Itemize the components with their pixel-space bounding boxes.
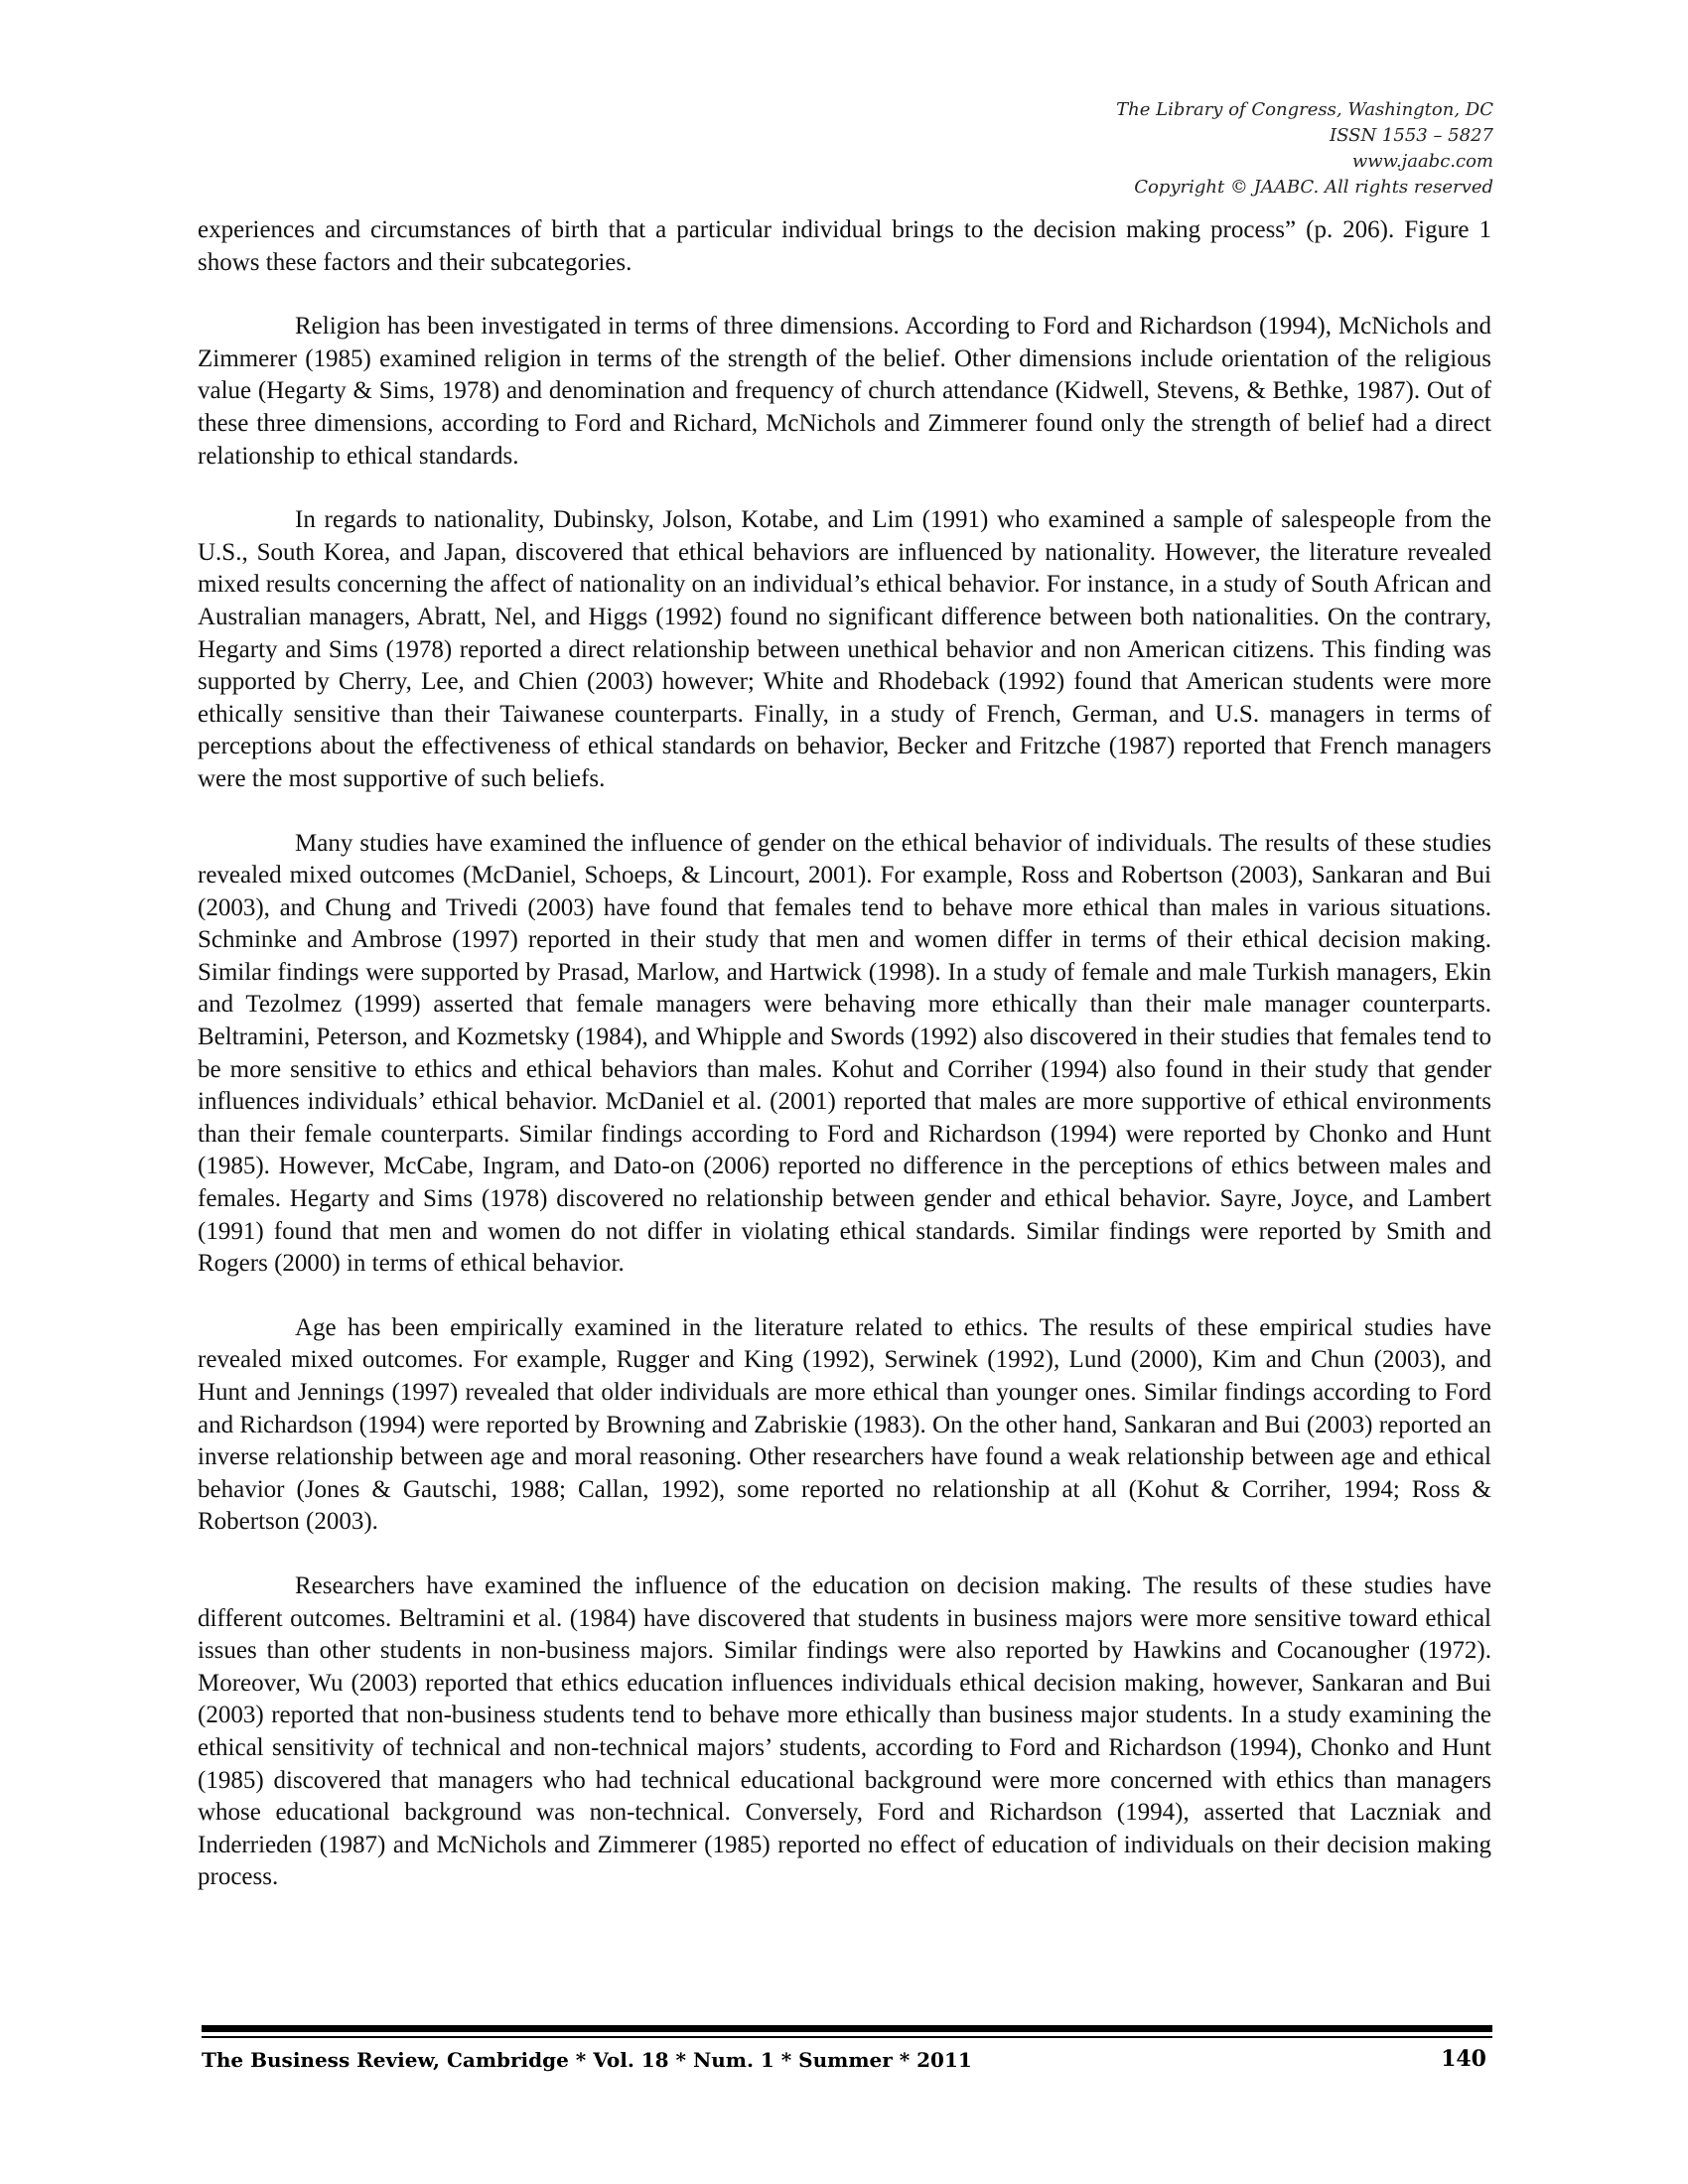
header-issn: ISSN 1553 – 5827 (1330, 125, 1493, 146)
paragraph-continuation: experiences and circumstances of birth that a particular individual brings to the decision making process” (p. 206). Figure 1 shows these factors and their subcategories. (198, 216, 1491, 276)
paragraph-education: Researchers have examined the influence of the education on decision making. The results of these studies have different outcomes. Beltramini et al. (1984) have discovered that students in business majors were more sensitive toward ethical issues than other students in non-business majors. Similar findings were also reported by Hawkins and Cocanougher (1972). Moreover, Wu (2003) reported that ethics education influences individuals ethical decision making, however, Sankaran and Bui (2003) reported that non-business students tend to behave more ethically than business major students. In a study examining the ethical sensitivity of technical and non-technical majors’ students, according to Ford and Richardson (1994), Chonko and Hunt (1985) discovered that managers who had technical educational background were more concerned with ethics than managers whose educational background was non-technical. Conversely, Ford and Richardson (1994), asserted that Laczniak and Inderrieden (1987) and McNichols and Zimmerer (1985) reported no effect of education of individuals on their decision making process. (198, 1571, 1491, 1891)
footer-journal: The Business Review, Cambridge * Vol. 18 * Num. 1 * Summer * 2011 (202, 2048, 972, 2072)
running-header (898, 97, 1493, 201)
header-website: www.jaabc.com (1351, 151, 1493, 172)
header-copyright: Copyright © JAABC. All rights reserved (1134, 177, 1493, 198)
article-body (198, 214, 1491, 1926)
footer-rule-thick (202, 2025, 1492, 2032)
header-publisher: The Library of Congress, Washington, DC (1116, 99, 1493, 120)
page-number: 140 (1441, 2046, 1486, 2072)
paragraph-nationality: In regards to nationality, Dubinsky, Jolson, Kotabe, and Lim (1991) who examined a sample of salespeople from the U.S., South Korea, and Japan, discovered that ethical behaviors are influenced by nationality. However, the literature revealed mixed results concerning the affect of nationality on an individual’s ethical behavior. For instance, in a study of South African and Australian managers, Abratt, Nel, and Higgs (1992) found no significant difference between both nationalities. On the contrary, Hegarty and Sims (1978) reported a direct relationship between unethical behavior and non American citizens. This finding was supported by Cherry, Lee, and Chien (2003) however; White and Rhodeback (1992) found that American students were more ethically sensitive than their Taiwanese counterparts. Finally, in a study of French, German, and U.S. managers in terms of perceptions about the effectiveness of ethical standards on behavior, Becker and Fritzche (1987) reported that French managers were the most supportive of such beliefs. (198, 506, 1491, 792)
paragraph-age: Age has been empirically examined in the literature related to ethics. The results of these empirical studies have revealed mixed outcomes. For example, Rugger and King (1992), Serwinek (1992), Lund (2000), Kim and Chun (2003), and Hunt and Jennings (1997) revealed that older individuals are more ethical than younger ones. Similar findings according to Ford and Richardson (1994) were reported by Browning and Zabriskie (1983). On the other hand, Sankaran and Bui (2003) reported an inverse relationship between age and moral reasoning. Other researchers have found a weak relationship between age and ethical behavior (Jones & Gautschi, 1988; Callan, 1992), some reported no relationship at all (Kohut & Corriher, 1994; Ross & Robertson (2003). (198, 1313, 1491, 1536)
paragraph-religion: Religion has been investigated in terms of three dimensions. According to Ford and Richardson (1994), McNichols and Zimmerer (1985) examined religion in terms of the strength of the belief. Other dimensions include orientation of the religious value (Hegarty & Sims, 1978) and denomination and frequency of church attendance (Kidwell, Stevens, & Bethke, 1987). Out of these three dimensions, according to Ford and Richard, McNichols and Zimmerer found only the strength of belief had a direct relationship to ethical standards. (198, 313, 1491, 470)
paragraph-gender: Many studies have examined the influence of gender on the ethical behavior of individuals. The results of these studies revealed mixed outcomes (McDaniel, Schoeps, & Lincourt, 2001). For example, Ross and Robertson (2003), Sankaran and Bui (2003), and Chung and Trivedi (2003) have found that females tend to behave more ethical than males in various situations. Schminke and Ambrose (1997) reported in their study that men and women differ in terms of their ethical decision making. Similar findings were supported by Prasad, Marlow, and Hartwick (1998). In a study of female and male Turkish managers, Ekin and Tezolmez (1999) asserted that female managers were behaving more ethically than their male manager counterparts. Beltramini, Peterson, and Kozmetsky (1984), and Whipple and Swords (1992) also discovered in their studies that females tend to be more sensitive to ethics and ethical behaviors than males. Kohut and Corriher (1994) also found in their study that gender influences individuals’ ethical behavior. McDaniel et al. (2001) reported that males are more supportive of ethical environments than their female counterparts. Similar findings according to Ford and Richardson (1994) were reported by Chonko and Hunt (1985). However, McCabe, Ingram, and Dato-on (2006) reported no difference in the perceptions of ethics between males and females. Hegarty and Sims (1978) discovered no relationship between gender and ethical behavior. Sayre, Joyce, and Lambert (1991) found that men and women do not differ in violating ethical standards. Similar findings were reported by Smith and Rogers (2000) in terms of ethical behavior. (198, 829, 1491, 1278)
footer-rule-thin (202, 2036, 1492, 2038)
